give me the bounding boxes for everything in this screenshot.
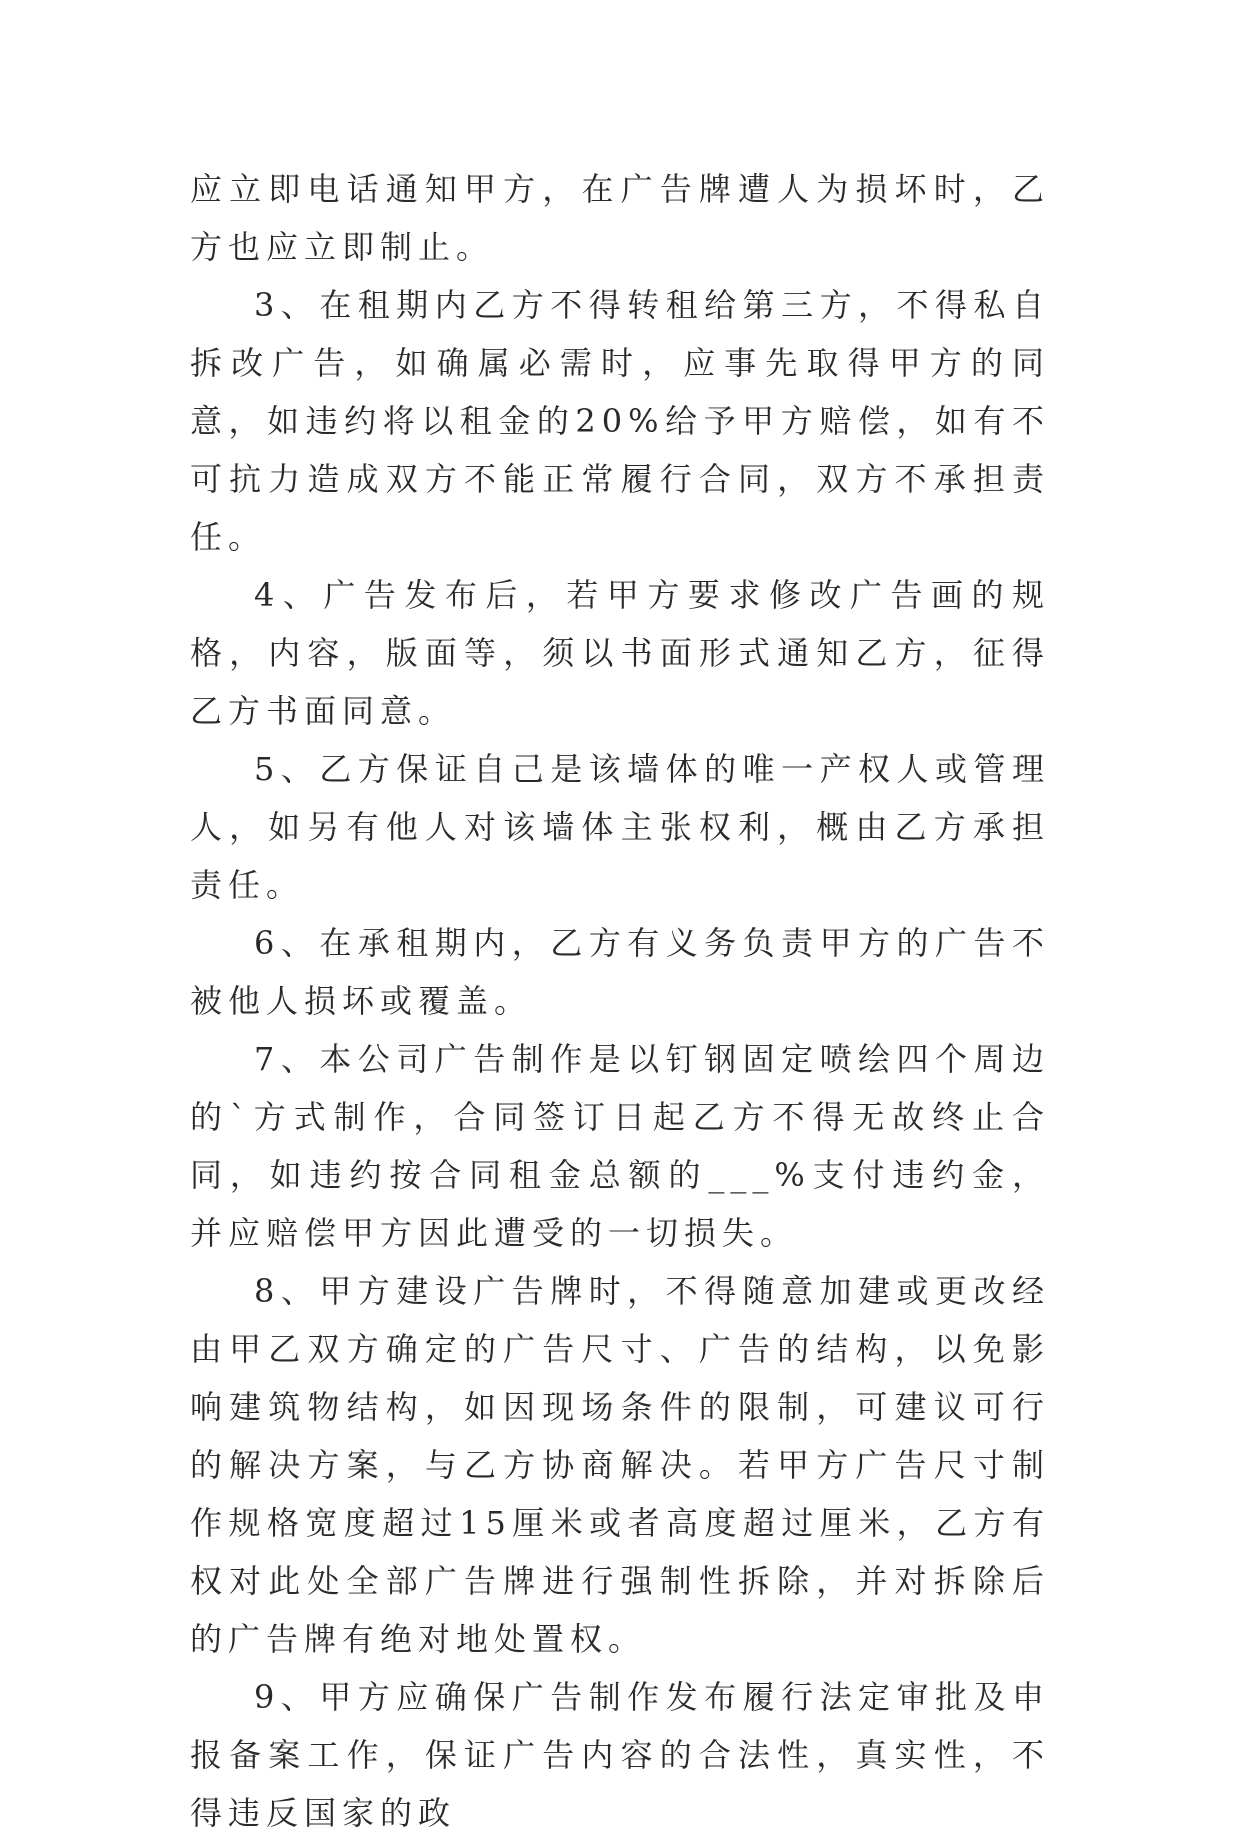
clause-3: 3、在租期内乙方不得转租给第三方，不得私自拆改广告，如确属必需时，应事先取得甲方的同意，如违约将以租金的20%给予甲方赔偿，如有不可抗力造成双方不能正常履行合同，双方不承担责任。: [190, 286, 1050, 556]
clause-6: 6、在承租期内，乙方有义务负责甲方的广告不被他人损坏或覆盖。: [190, 924, 1050, 1020]
clause-8: 8、甲方建设广告牌时，不得随意加建或更改经由甲乙双方确定的广告尺寸、广告的结构，以免影响建筑物结构，如因现场条件的限制，可建议可行的解决方案，与乙方协商解决。若甲方广告尺寸制作规格宽度超过15厘米或者高度超过厘米，乙方有权对此处全部广告牌进行强制性拆除，并对拆除后的广告牌有绝对地处置权。: [190, 1272, 1050, 1658]
paragraph-continuation: 应立即电话通知甲方，在广告牌遭人为损坏时，乙方也应立即制止。: [190, 170, 1050, 266]
clause-5: 5、乙方保证自己是该墙体的唯一产权人或管理人，如另有他人对该墙体主张权利，概由乙方承担责任。: [190, 750, 1050, 904]
clause-7: 7、本公司广告制作是以钉钢固定喷绘四个周边的`方式制作，合同签订日起乙方不得无故终止合同，如违约按合同租金总额的___%支付违约金，并应赔偿甲方因此遭受的一切损失。: [190, 1040, 1050, 1252]
clause-4: 4、广告发布后，若甲方要求修改广告画的规格，内容，版面等，须以书面形式通知乙方，征得乙方书面同意。: [190, 576, 1050, 730]
contract-text: [190, 160, 1050, 1842]
clause-9: 9、甲方应确保广告制作发布履行法定审批及申报备案工作，保证广告内容的合法性，真实性，不得违反国家的政: [190, 1678, 1050, 1832]
